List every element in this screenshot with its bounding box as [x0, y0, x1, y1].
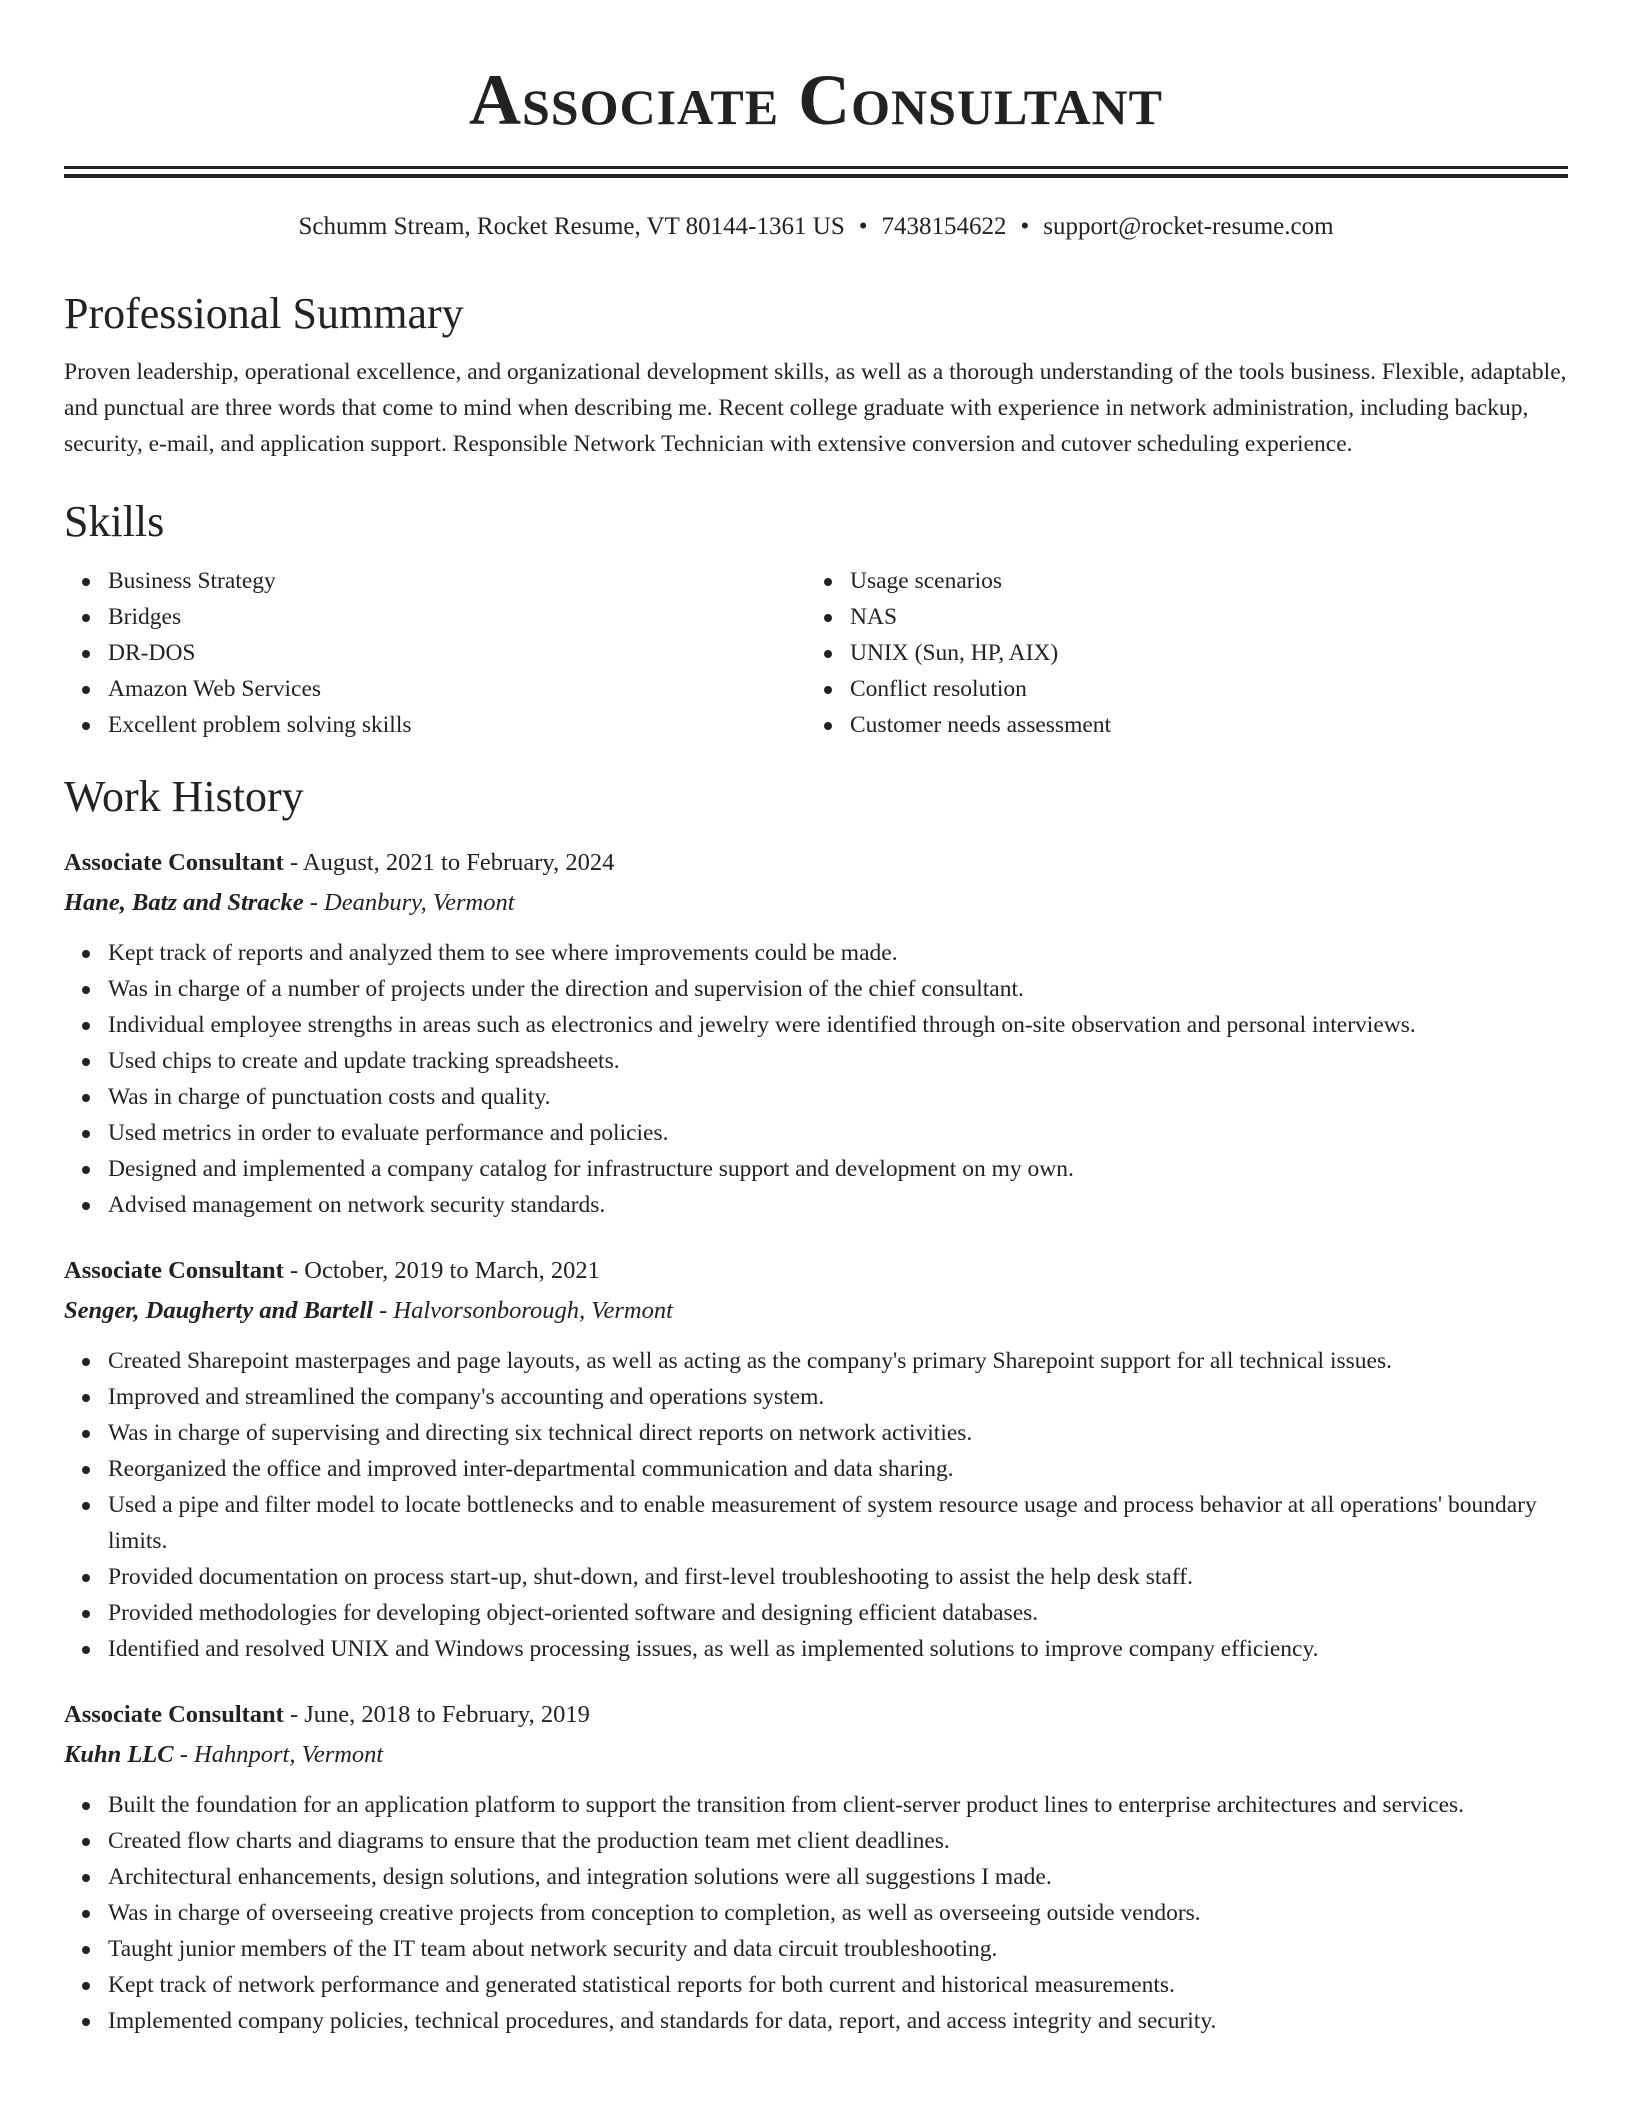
job-role: Associate Consultant [64, 849, 284, 877]
job-bullet: Architectural enhancements, design solutions, and integration solutions were all suggestions I made. [64, 1859, 1568, 1895]
job-bullet: Reorganized the office and improved inter-departmental communication and data sharing. [64, 1451, 1568, 1487]
job-location: - Deanbury, Vermont [303, 889, 515, 917]
contact-phone: 7438154622 [881, 213, 1007, 240]
job-entry [64, 1251, 1568, 1667]
contact-email: support@rocket-resume.com [1043, 213, 1334, 240]
job-bullet: Was in charge of punctuation costs and quality. [64, 1079, 1568, 1115]
skill-item: DR-DOS [64, 635, 806, 671]
header-double-rule [64, 166, 1568, 178]
contact-address: Schumm Stream, Rocket Resume, VT 80144-1361 US [298, 213, 845, 240]
summary-heading: Professional Summary [64, 289, 464, 338]
job-company-line [64, 1735, 1568, 1775]
job-company-line [64, 1291, 1568, 1331]
skill-item: UNIX (Sun, HP, AIX) [806, 635, 1548, 671]
contact-separator: • [1020, 213, 1030, 240]
job-bullet: Used chips to create and update tracking spreadsheets. [64, 1043, 1568, 1079]
summary-text: Proven leadership, operational excellence, and organizational development skills, as well as a thorough understanding of the tools business. Flexible, adaptable, and punctual are three words that come to mind when describing me. Recent college graduate with experience in network administration, including backup, security, e-mail, and application support. Responsible Network Technician with extensive conversion and cutover scheduling experience. [64, 359, 1567, 458]
job-bullet: Created flow charts and diagrams to ensure that the production team met client deadlines. [64, 1823, 1568, 1859]
skill-item: Business Strategy [64, 563, 806, 599]
job-bullet: Provided documentation on process start-up, shut-down, and first-level troubleshooting to assist the help desk staff. [64, 1559, 1568, 1595]
job-bullets [64, 1343, 1568, 1667]
job-bullet: Kept track of reports and analyzed them to see where improvements could be made. [64, 935, 1568, 971]
job-dates: - October, 2019 to March, 2021 [283, 1257, 600, 1285]
job-bullet: Was in charge of overseeing creative projects from conception to completion, as well as overseeing outside vendors. [64, 1895, 1568, 1931]
job-bullet: Designed and implemented a company catalog for infrastructure support and development on my own. [64, 1151, 1568, 1187]
skill-item: Conflict resolution [806, 671, 1548, 707]
job-bullet: Used a pipe and filter model to locate bottlenecks and to enable measurement of system resource usage and process behavior at all operations' boundary limits. [64, 1487, 1568, 1559]
job-bullet: Built the foundation for an application platform to support the transition from client-server product lines to enterprise architectures and services. [64, 1787, 1568, 1823]
job-bullet: Was in charge of a number of projects under the direction and supervision of the chief consultant. [64, 971, 1568, 1007]
skills-column-left [64, 563, 806, 743]
job-bullets [64, 1787, 1568, 2039]
job-title-line [64, 1695, 1568, 1735]
skill-item: Excellent problem solving skills [64, 707, 806, 743]
contact-separator: • [858, 213, 868, 240]
job-location: - Halvorsonborough, Vermont [373, 1297, 673, 1325]
job-company-line [64, 883, 1568, 923]
skill-item: Usage scenarios [806, 563, 1548, 599]
job-dates: - August, 2021 to February, 2024 [283, 849, 615, 877]
job-title-line [64, 843, 1568, 883]
job-bullet: Implemented company policies, technical procedures, and standards for data, report, and access integrity and security. [64, 2003, 1568, 2039]
job-company: Kuhn LLC [64, 1741, 174, 1769]
skills-list [64, 563, 1568, 743]
contact-line [64, 212, 1568, 242]
job-bullet: Was in charge of supervising and directing six technical direct reports on network activities. [64, 1415, 1568, 1451]
skills-column-right [806, 563, 1548, 743]
job-title-line [64, 1251, 1568, 1291]
job-bullet: Improved and streamlined the company's accounting and operations system. [64, 1379, 1568, 1415]
job-bullet: Individual employee strengths in areas such as electronics and jewelry were identified through on-site observation and personal interviews. [64, 1007, 1568, 1043]
job-role: Associate Consultant [64, 1257, 284, 1285]
job-bullet: Identified and resolved UNIX and Windows processing issues, as well as implemented solutions to improve company efficiency. [64, 1631, 1568, 1667]
skill-item: Bridges [64, 599, 806, 635]
job-bullet: Provided methodologies for developing object-oriented software and designing efficient databases. [64, 1595, 1568, 1631]
job-role: Associate Consultant [64, 1701, 284, 1729]
skill-item: Customer needs assessment [806, 707, 1548, 743]
resume-name: Associate Consultant [468, 60, 1164, 140]
job-bullets [64, 935, 1568, 1223]
job-entry [64, 843, 1568, 1223]
job-bullet: Advised management on network security standards. [64, 1187, 1568, 1223]
work-history-list [64, 843, 1568, 2039]
job-entry [64, 1695, 1568, 2039]
job-company: Hane, Batz and Stracke [64, 889, 304, 917]
work-history-heading: Work History [64, 771, 304, 821]
job-location: - Hahnport, Vermont [173, 1741, 384, 1769]
skill-item: NAS [806, 599, 1548, 635]
job-bullet: Used metrics in order to evaluate performance and policies. [64, 1115, 1568, 1151]
skill-item: Amazon Web Services [64, 671, 806, 707]
job-bullet: Kept track of network performance and generated statistical reports for both current and historical measurements. [64, 1967, 1568, 2003]
job-bullet: Created Sharepoint masterpages and page layouts, as well as acting as the company's primary Sharepoint support for all technical issues. [64, 1343, 1568, 1379]
job-company: Senger, Daugherty and Bartell [64, 1297, 374, 1325]
job-dates: - June, 2018 to February, 2019 [283, 1701, 590, 1729]
job-bullet: Taught junior members of the IT team about network security and data circuit troubleshooting. [64, 1931, 1568, 1967]
skills-heading: Skills [64, 497, 165, 547]
